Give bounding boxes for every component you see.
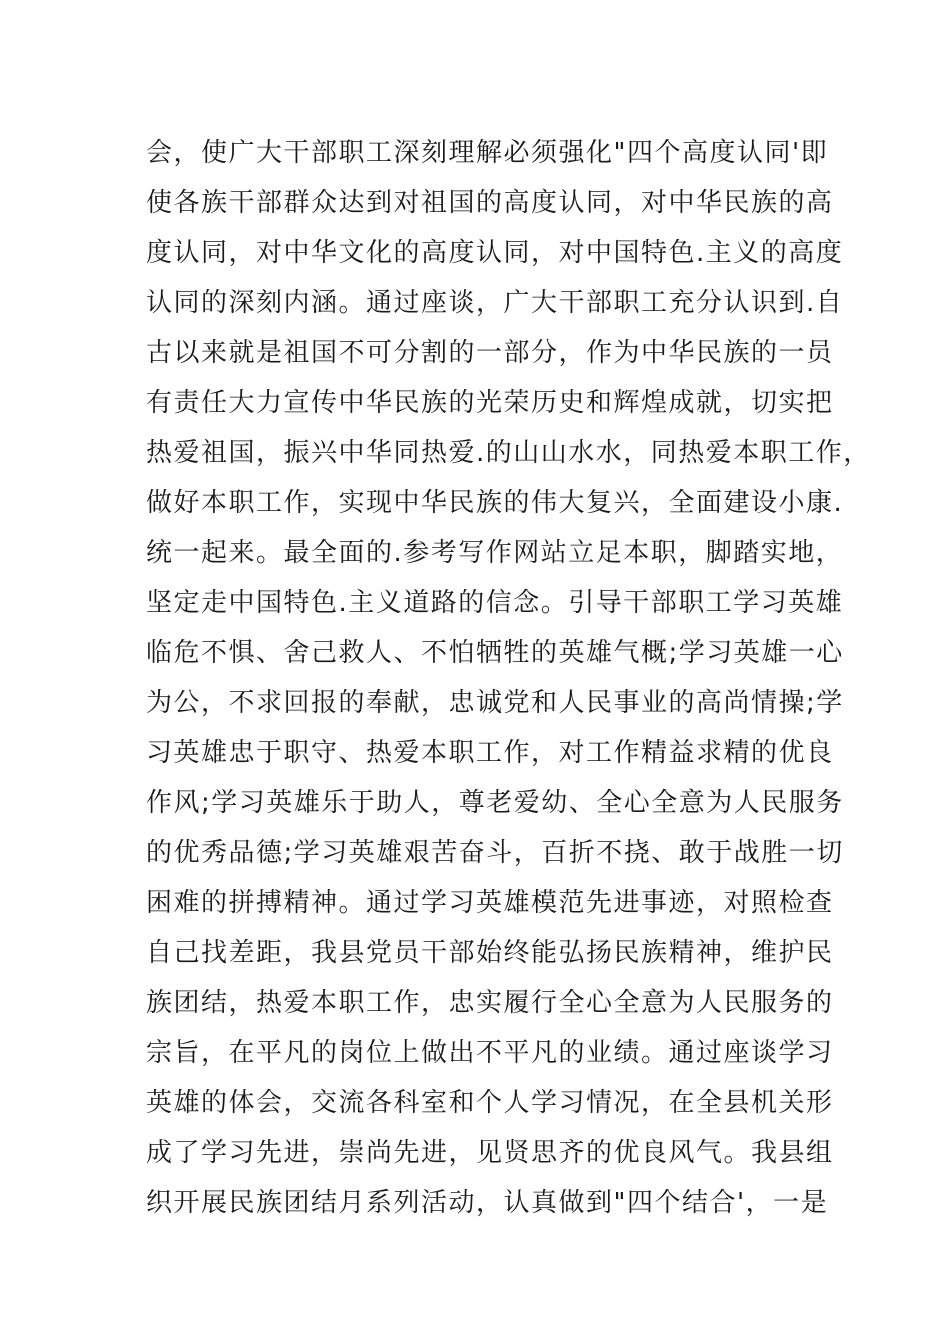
text-line: 自己找差距，我县党员干部始终能弘扬民族精神，维护民 xyxy=(146,938,834,968)
text-line: 使各族干部群众达到对祖国的高度认同，对中华民族的高 xyxy=(146,188,834,218)
text-line: 临危不惧、舍己救人、不怕牺牲的英雄气概;学习英雄一心 xyxy=(146,638,844,668)
text-line: 习英雄忠于职守、热爱本职工作，对工作精益求精的优良 xyxy=(146,738,834,768)
text-line: 坚定走中国特色.主义道路的信念。引导干部职工学习英雄 xyxy=(146,588,844,618)
text-line: 认同的深刻内涵。通过座谈，广大干部职工充分认识到.自 xyxy=(146,288,844,318)
text-line: 统一起来。最全面的.参考写作网站立足本职，脚踏实地， xyxy=(146,538,844,568)
text-line: 宗旨，在平凡的岗位上做出不平凡的业绩。通过座谈学习 xyxy=(146,1038,834,1068)
text-line: 英雄的体会，交流各科室和个人学习情况，在全县机关形 xyxy=(146,1088,834,1118)
text-line: 会，使广大干部职工深刻理解必须强化"四个高度认同'即 xyxy=(146,138,829,168)
text-line: 织开展民族团结月系列活动，认真做到"四个结合'，一是 xyxy=(146,1188,829,1218)
text-line: 度认同，对中华文化的高度认同，对中国特色.主义的高度 xyxy=(146,238,844,268)
text-line: 的优秀品德;学习英雄艰苦奋斗，百折不挠、敢于战胜一切 xyxy=(146,838,844,868)
text-line: 古以来就是祖国不可分割的一部分，作为中华民族的一员 xyxy=(146,338,834,368)
text-line: 成了学习先进，崇尚先进，见贤思齐的优良风气。我县组 xyxy=(146,1138,834,1168)
text-line: 困难的拼搏精神。通过学习英雄模范先进事迹，对照检查 xyxy=(146,888,834,918)
text-line: 作风;学习英雄乐于助人，尊老爱幼、全心全意为人民服务 xyxy=(146,788,844,818)
text-line: 做好本职工作，实现中华民族的伟大复兴，全面建设小康. xyxy=(146,488,844,518)
body-paragraph xyxy=(146,128,871,1228)
text-line: 有责任大力宣传中华民族的光荣历史和辉煌成就，切实把 xyxy=(146,388,834,418)
text-line: 为公，不求回报的奉献，忠诚党和人民事业的高尚情操;学 xyxy=(146,688,844,718)
text-line: 热爱祖国，振兴中华同热爱.的山山水水，同热爱本职工作， xyxy=(146,438,871,468)
text-line: 族团结，热爱本职工作，忠实履行全心全意为人民服务的 xyxy=(146,988,834,1018)
